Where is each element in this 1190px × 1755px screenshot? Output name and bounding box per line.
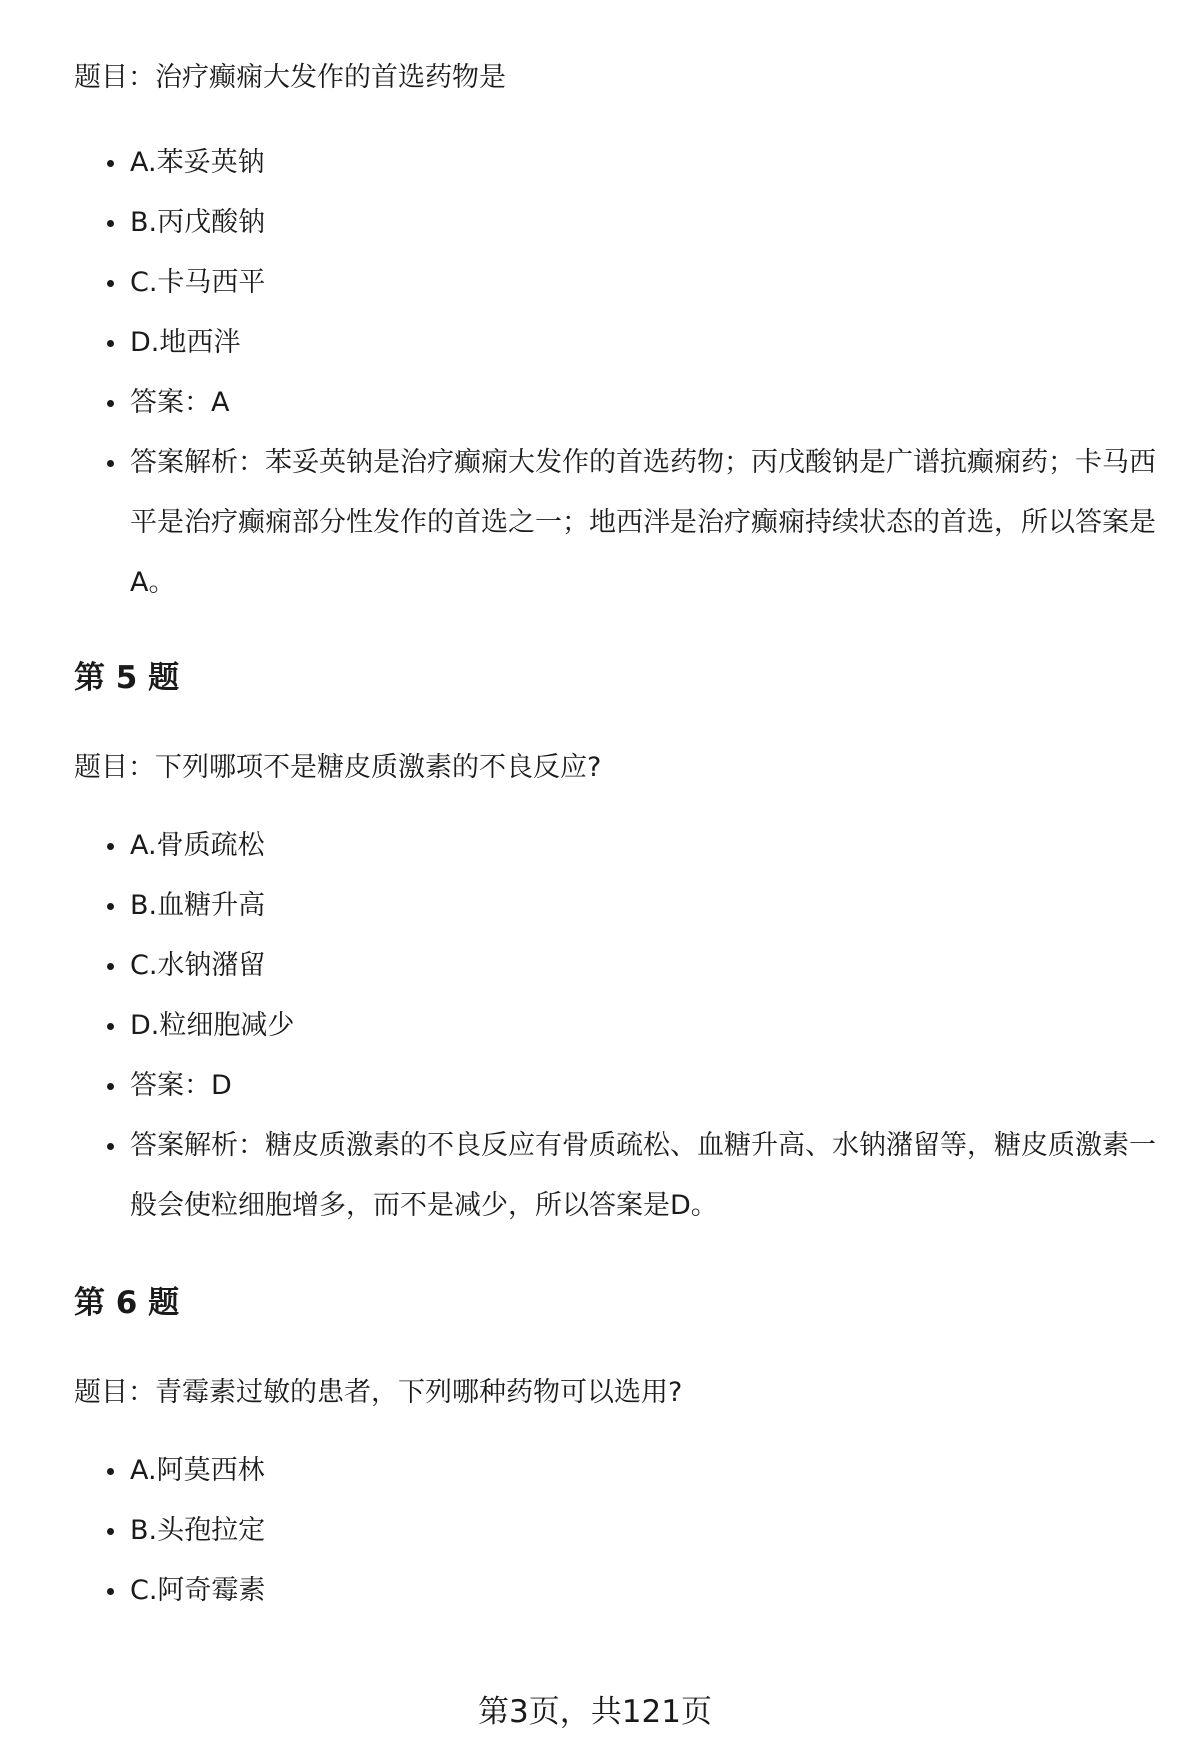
question-6-heading: 第 6 题 <box>74 1285 180 1321</box>
answer-explanation: 答案解析：苯妥英钠是治疗癫痫大发作的首选药物；丙戊酸钠是广谱抗癫痫药；卡马西平是治疗癫痫部分性发作的首选之一；地西泮是治疗癫痫持续状态的首选，所以答案是A。 <box>74 433 1164 613</box>
question-5-options <box>74 816 1164 1236</box>
question-4-stem: 题目：治疗癫痫大发作的首选药物是 <box>74 62 506 93</box>
question-5-heading: 第 5 题 <box>74 660 180 696</box>
option-c: C.阿奇霉素 <box>74 1561 1164 1621</box>
option-a: A.骨质疏松 <box>74 816 1164 876</box>
option-b: B.丙戊酸钠 <box>74 193 1164 253</box>
option-c: C.卡马西平 <box>74 253 1164 313</box>
question-6-options <box>74 1441 1164 1621</box>
answer-explanation: 答案解析：糖皮质激素的不良反应有骨质疏松、血糖升高、水钠潴留等，糖皮质激素一般会使粒细胞增多，而不是减少，所以答案是D。 <box>74 1116 1164 1236</box>
option-d: D.地西泮 <box>74 313 1164 373</box>
option-c: C.水钠潴留 <box>74 936 1164 996</box>
option-b: B.血糖升高 <box>74 876 1164 936</box>
question-4-options <box>74 133 1164 613</box>
question-5-stem: 题目：下列哪项不是糖皮质激素的不良反应? <box>74 752 602 783</box>
page-content <box>74 58 1164 1621</box>
question-6-stem: 题目：青霉素过敏的患者，下列哪种药物可以选用? <box>74 1377 683 1408</box>
option-b: B.头孢拉定 <box>74 1501 1164 1561</box>
page-number-footer: 第3页，共121页 <box>478 1694 712 1730</box>
answer: 答案：A <box>74 373 1164 433</box>
option-a: A.苯妥英钠 <box>74 133 1164 193</box>
option-d: D.粒细胞减少 <box>74 996 1164 1056</box>
option-a: A.阿莫西林 <box>74 1441 1164 1501</box>
answer: 答案：D <box>74 1056 1164 1116</box>
